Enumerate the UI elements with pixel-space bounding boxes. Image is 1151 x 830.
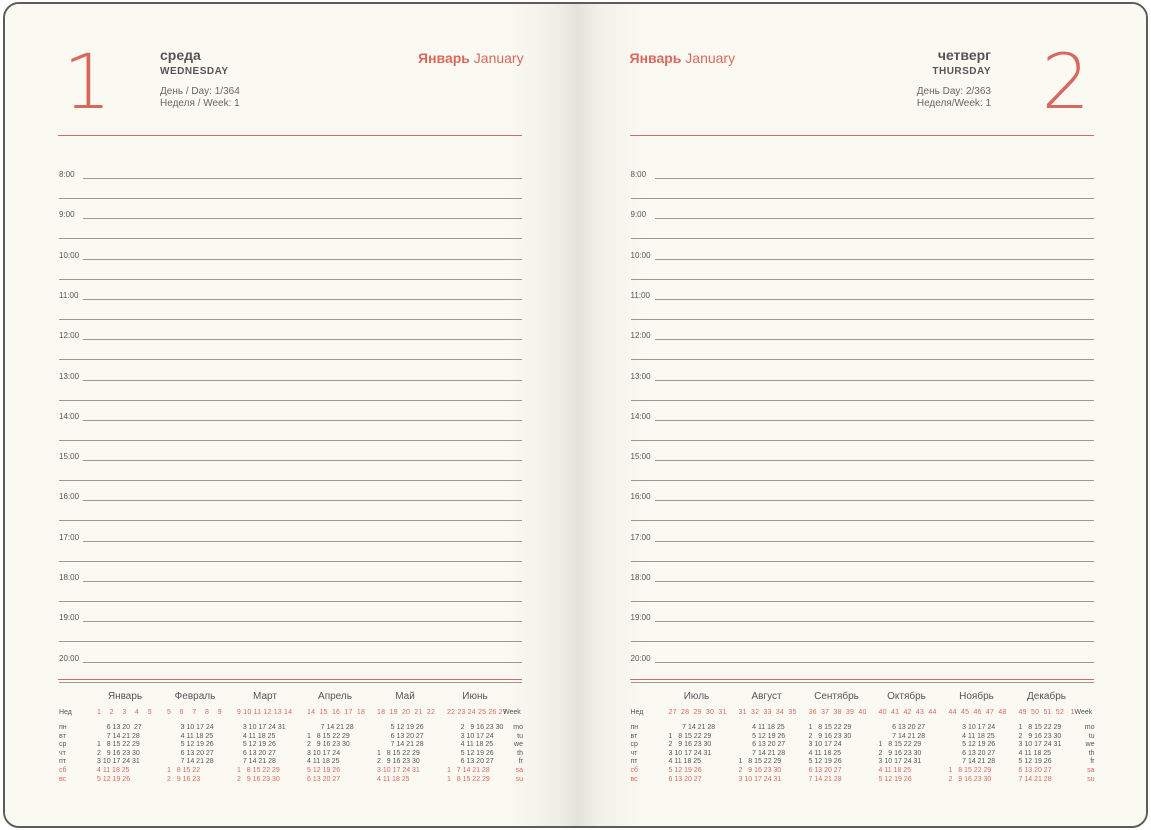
calendar-row: 5 12 19 26 <box>878 775 912 783</box>
weekday-label: вс <box>59 775 67 783</box>
half-hour-line <box>631 359 1094 360</box>
half-hour-line <box>631 238 1094 239</box>
calendar-row: 7 14 21 28 <box>738 749 786 757</box>
weekday-label: сб <box>630 766 639 774</box>
calendar-row: 6 13 20 27 <box>237 749 276 757</box>
calendar-row: 6 13 20 27 <box>738 741 786 749</box>
half-hour-line <box>631 279 1094 280</box>
weekday-labels-en <box>1083 724 1095 784</box>
hour-line <box>83 500 522 501</box>
week-numbers: 49 50 51 52 1 <box>1018 709 1075 716</box>
hour-line <box>655 339 1094 340</box>
hour-line <box>83 380 522 381</box>
calendar-row: 7 14 21 28 <box>97 732 140 740</box>
month-name: Октябрь <box>887 691 926 702</box>
weekday-label-en: mo <box>513 724 523 731</box>
calendar-row: 4 11 18 25 <box>668 758 702 766</box>
hour-label: 20:00 <box>59 653 80 663</box>
calendar-row: 1 8 15 22 29 <box>878 741 922 749</box>
day-of-year: День / Day: 1/364 <box>160 86 240 97</box>
weekday-en: WEDNESDAY <box>160 66 229 77</box>
calendar-row: 4 11 18 25 <box>808 749 842 757</box>
calendar-row: 2 9 16 23 30 <box>377 758 420 766</box>
hour-line <box>655 581 1094 582</box>
month-grid <box>739 724 786 784</box>
calendar-row: 4 11 18 25 <box>237 732 276 740</box>
calendar-row: 6 13 20 27 <box>377 732 424 740</box>
calendar-row: 4 11 18 25 <box>447 741 494 749</box>
calendar-row: 4 11 18 25 <box>377 775 410 783</box>
hour-label: 10:00 <box>59 250 80 260</box>
month-grid <box>669 724 716 784</box>
header-rule <box>630 135 1094 136</box>
hour-label: 19:00 <box>630 613 651 623</box>
hour-label: 14:00 <box>59 411 80 421</box>
month-name: Апрель <box>318 691 352 702</box>
hour-label: 8:00 <box>59 170 75 179</box>
week-row-label: Нед <box>59 709 72 716</box>
half-hour-line <box>631 682 1094 683</box>
week-numbers: 14 15 16 17 18 <box>307 709 366 716</box>
calendar-row: 7 14 21 28 <box>1018 775 1052 783</box>
hour-label: 15:00 <box>630 452 651 462</box>
calendar-row: 6 13 20 27 <box>307 775 341 783</box>
footer-rule <box>630 679 1094 680</box>
calendar-row: 5 12 19 26 <box>307 766 341 774</box>
month-title: Январь January <box>418 50 524 66</box>
month-name: Июнь <box>462 691 488 702</box>
week-numbers: 9 10 11 12 13 14 <box>237 709 293 716</box>
month-name: Февраль <box>174 691 216 702</box>
weekday-label: ср <box>630 741 638 749</box>
weekday-label-en: fr <box>1090 758 1095 766</box>
weekday-label: пт <box>630 758 638 766</box>
weekday-label-en: we <box>1085 741 1095 749</box>
weekday-ru: четверг <box>937 47 991 63</box>
half-hour-line <box>631 480 1094 481</box>
weekday-label-en: th <box>517 749 523 757</box>
half-hour-line <box>59 400 522 401</box>
calendar-row: 1 8 15 22 29 <box>1018 724 1062 731</box>
hour-line <box>655 218 1094 219</box>
calendar-row: 1 8 15 22 29 <box>97 741 140 749</box>
calendar-row: 2 9 16 23 30 <box>948 775 992 783</box>
month-grid <box>879 724 926 784</box>
month-name: Июль <box>683 691 710 702</box>
calendar-row: 1 8 15 22 29 <box>738 758 782 766</box>
hour-label: 11:00 <box>630 290 650 300</box>
half-hour-line <box>59 601 522 602</box>
calendar-row: 2 9 16 23 30 <box>808 732 852 740</box>
calendar-row: 3 10 17 24 31 <box>1018 741 1062 749</box>
half-hour-line <box>59 440 522 441</box>
calendar-row: 5 12 19 26 <box>97 775 131 783</box>
week-numbers: 18 19 20 21 22 <box>377 709 436 716</box>
weekday-labels-ru <box>631 724 639 784</box>
hour-line <box>83 178 522 179</box>
calendar-row: 4 11 18 25 <box>307 758 340 766</box>
calendar-row: 7 14 21 28 <box>307 724 354 731</box>
calendar-row: 5 12 19 26 <box>377 724 424 731</box>
hour-label: 17:00 <box>630 532 651 542</box>
hour-line <box>655 178 1094 179</box>
calendar-row: 6 13 20 27 <box>1018 766 1052 774</box>
half-hour-line <box>59 198 522 199</box>
calendar-row: 6 13 20 27 <box>878 724 926 731</box>
calendar-row: 4 11 18 25 <box>878 766 912 774</box>
calendar-row: 4 11 18 25 <box>97 766 130 774</box>
half-hour-line <box>631 440 1094 441</box>
half-hour-line <box>631 520 1094 521</box>
weekday-label-en: th <box>1088 749 1095 757</box>
week-number: Неделя / Week: 1 <box>160 98 240 109</box>
calendar-row: 2 9 16 23 30 <box>447 724 504 731</box>
half-hour-line <box>631 601 1094 602</box>
footer-rule <box>58 679 522 680</box>
calendar-row: 2 9 16 23 30 <box>878 749 922 757</box>
month-name: Ноябрь <box>959 691 994 702</box>
calendar-row: 1 7 14 21 28 <box>447 766 490 774</box>
hour-line <box>655 259 1094 260</box>
hour-line <box>83 420 522 421</box>
calendar-row: 7 14 21 28 <box>878 732 926 740</box>
hour-label: 12:00 <box>630 331 651 341</box>
hour-line <box>655 662 1094 663</box>
hour-line <box>83 541 522 542</box>
calendar-row: 2 9 16 23 30 <box>307 741 350 749</box>
month-grid <box>237 724 286 784</box>
weekday-label-en: sa <box>1087 766 1095 774</box>
hour-line <box>83 299 522 300</box>
calendar-row: 3 10 17 24 31 <box>738 775 782 783</box>
week-numbers: 40 41 42 43 44 <box>878 709 937 716</box>
month-grid <box>949 724 996 784</box>
hour-line <box>83 259 522 260</box>
weekday-label-en: tu <box>517 732 523 740</box>
calendar-row: 7 14 21 28 <box>237 758 276 766</box>
half-hour-line <box>59 641 522 642</box>
calendar-row: 6 13 20 27 <box>447 758 494 766</box>
hour-label: 9:00 <box>59 210 75 220</box>
week-col-label: Week <box>1074 709 1093 716</box>
planner-spread <box>3 2 1148 828</box>
half-hour-line <box>631 198 1094 199</box>
half-hour-line <box>631 641 1094 642</box>
calendar-row: 5 12 19 26 <box>668 766 702 774</box>
hour-line <box>655 380 1094 381</box>
calendar-row: 7 14 21 28 <box>668 724 716 731</box>
calendar-row: 2 9 16 23 <box>167 775 201 783</box>
weekday-label-en: mo <box>1084 724 1095 731</box>
calendar-row: 3 10 17 24 <box>447 732 494 740</box>
hour-label: 18:00 <box>630 573 651 582</box>
week-numbers: 5 6 7 8 9 <box>167 709 222 716</box>
hour-label: 8:00 <box>630 170 647 179</box>
calendar-row: 5 12 19 26 <box>237 741 276 749</box>
month-name: Май <box>395 691 415 702</box>
calendar-row: 4 11 18 25 <box>1018 749 1052 757</box>
hour-label: 18:00 <box>59 573 80 582</box>
calendar-row: 1 8 15 22 29 <box>377 749 420 757</box>
weekday-label: вт <box>59 732 66 740</box>
hour-label: 9:00 <box>630 210 647 220</box>
day-number: 2 <box>1041 37 1090 126</box>
week-numbers: 44 45 46 47 48 <box>948 709 1007 716</box>
week-number: Неделя/Week: 1 <box>916 98 991 109</box>
month-grid <box>1019 724 1062 784</box>
hour-label: 16:00 <box>59 492 80 502</box>
month-grid <box>377 724 424 784</box>
month-grid <box>809 724 852 784</box>
month-grid <box>307 724 354 784</box>
left-page <box>5 4 576 826</box>
calendar-row: 7 14 21 28 <box>948 758 996 766</box>
weekday-label: пт <box>59 758 66 766</box>
month-title: Январь January <box>629 50 736 66</box>
hour-label: 11:00 <box>59 290 79 300</box>
hour-label: 15:00 <box>59 452 80 462</box>
weekday-label: чт <box>59 749 66 757</box>
half-hour-line <box>59 682 522 683</box>
half-hour-line <box>59 279 522 280</box>
half-hour-line <box>59 359 522 360</box>
calendar-row: 4 11 18 25 <box>948 732 995 740</box>
weekday-label: пн <box>59 724 67 731</box>
calendar-row: 1 8 15 22 29 <box>237 766 280 774</box>
calendar-row: 1 8 15 22 29 <box>307 732 350 740</box>
day-of-year: День Day: 2/363 <box>916 86 991 97</box>
weekday-label-en: tu <box>1088 732 1095 740</box>
hour-line <box>655 420 1094 421</box>
hour-label: 17:00 <box>59 532 80 542</box>
month-name: Декабрь <box>1027 691 1066 702</box>
hour-line <box>83 621 522 622</box>
calendar-row: 4 11 18 25 <box>738 724 785 731</box>
week-numbers: 31 32 33 34 35 <box>738 709 797 716</box>
calendar-row: 3 10 17 24 <box>307 749 341 757</box>
hour-label: 10:00 <box>630 250 651 260</box>
week-numbers: 1 2 3 4 5 <box>97 709 152 716</box>
weekday-labels-ru <box>59 724 67 784</box>
calendar-row: 6 13 20 27 <box>167 749 214 757</box>
calendar-row: 5 12 19 26 <box>738 732 786 740</box>
weekday-label: вс <box>630 775 638 783</box>
calendar-row: 4 11 18 25 <box>167 732 214 740</box>
day-number: 1 <box>63 37 112 126</box>
calendar-row: 7 14 21 28 <box>377 741 424 749</box>
calendar-row: 5 12 19 26 <box>1018 758 1052 766</box>
right-page <box>576 4 1147 826</box>
calendar-row: 6 13 20 27 <box>948 749 996 757</box>
week-numbers: 36 37 38 39 40 <box>808 709 867 716</box>
hour-label: 14:00 <box>630 411 651 421</box>
hour-line <box>655 621 1094 622</box>
calendar-row: 3 10 17 24 31 <box>668 749 712 757</box>
hour-line <box>655 299 1094 300</box>
calendar-row: 1 8 15 22 29 <box>447 775 490 783</box>
calendar-row: 6 13 20 27 <box>97 724 142 731</box>
week-numbers: 22 23 24 25 26 27 <box>447 709 507 716</box>
half-hour-line <box>59 561 522 562</box>
calendar-row: 2 9 16 23 30 <box>97 749 140 757</box>
hour-label: 16:00 <box>630 492 651 502</box>
calendar-row: 3 10 17 24 <box>167 724 214 731</box>
half-hour-line <box>631 561 1094 562</box>
month-name: Август <box>751 691 782 702</box>
calendar-row: 2 9 16 23 30 <box>738 766 782 774</box>
calendar-row: 7 14 21 28 <box>167 758 214 766</box>
hour-line <box>83 460 522 461</box>
half-hour-line <box>59 520 522 521</box>
hour-label: 20:00 <box>630 653 651 663</box>
header-rule <box>58 135 522 136</box>
weekday-label: сб <box>59 766 67 774</box>
calendar-row: 3 10 17 24 31 <box>237 724 286 731</box>
hour-label: 13:00 <box>59 371 80 381</box>
hour-label: 19:00 <box>59 613 80 623</box>
half-hour-line <box>631 400 1094 401</box>
weekday-labels-en <box>511 724 523 784</box>
hour-line <box>83 218 522 219</box>
calendar-row: 6 13 20 27 <box>668 775 702 783</box>
hour-line <box>83 662 522 663</box>
calendar-row: 3 10 17 24 <box>948 724 996 731</box>
weekday-label: чт <box>630 749 638 757</box>
half-hour-line <box>59 319 522 320</box>
weekday-label: вт <box>630 732 638 740</box>
half-hour-line <box>59 480 522 481</box>
calendar-row: 5 12 19 26 <box>167 741 214 749</box>
calendar-row: 2 9 16 23 30 <box>237 775 280 783</box>
calendar-row: 2 9 16 23 30 <box>1018 732 1062 740</box>
calendar-row: 5 12 19 26 <box>948 741 996 749</box>
weekday-label-en: fr <box>518 758 523 766</box>
weekday-label-en: su <box>515 775 523 783</box>
hour-label: 12:00 <box>59 331 80 341</box>
hour-line <box>83 581 522 582</box>
hour-line <box>655 541 1094 542</box>
hour-line <box>655 460 1094 461</box>
calendar-row: 2 9 16 23 30 <box>668 741 712 749</box>
calendar-row: 1 8 15 22 29 <box>948 766 992 774</box>
month-grid <box>167 724 214 784</box>
half-hour-line <box>631 319 1094 320</box>
calendar-row: 6 13 20 27 <box>808 766 842 774</box>
weekday-label: ср <box>59 741 67 749</box>
hour-line <box>655 500 1094 501</box>
month-grid <box>447 724 503 784</box>
calendar-row: 1 8 15 22 29 <box>808 724 852 731</box>
month-grid <box>97 724 142 784</box>
weekday-ru: среда <box>160 47 201 63</box>
hour-line <box>83 339 522 340</box>
weekday-label-en: su <box>1087 775 1095 783</box>
weekday-en: THURSDAY <box>932 66 991 77</box>
half-hour-line <box>59 238 522 239</box>
weekday-label-en: sa <box>515 766 523 774</box>
week-col-label: Week <box>503 709 521 716</box>
calendar-row: 3 10 17 24 31 <box>878 758 922 766</box>
calendar-row: 5 12 19 26 <box>808 758 842 766</box>
calendar-row: 3 10 17 24 31 <box>377 766 420 774</box>
weekday-label: пн <box>630 724 639 731</box>
weekday-label-en: we <box>514 741 523 749</box>
hour-label: 13:00 <box>630 371 651 381</box>
calendar-row: 5 12 19 26 <box>447 749 494 757</box>
calendar-row: 1 8 15 22 <box>167 766 201 774</box>
calendar-row: 3 10 17 24 <box>808 741 842 749</box>
week-numbers: 27 28 29 30 31 <box>668 709 727 716</box>
calendar-row: 3 10 17 24 31 <box>97 758 140 766</box>
week-row-label: Нед <box>630 709 644 716</box>
month-name: Январь <box>107 691 143 702</box>
calendar-row: 7 14 21 28 <box>808 775 842 783</box>
calendar-row: 1 8 15 22 29 <box>668 732 712 740</box>
month-name: Март <box>253 691 277 702</box>
month-name: Сентябрь <box>814 691 859 702</box>
